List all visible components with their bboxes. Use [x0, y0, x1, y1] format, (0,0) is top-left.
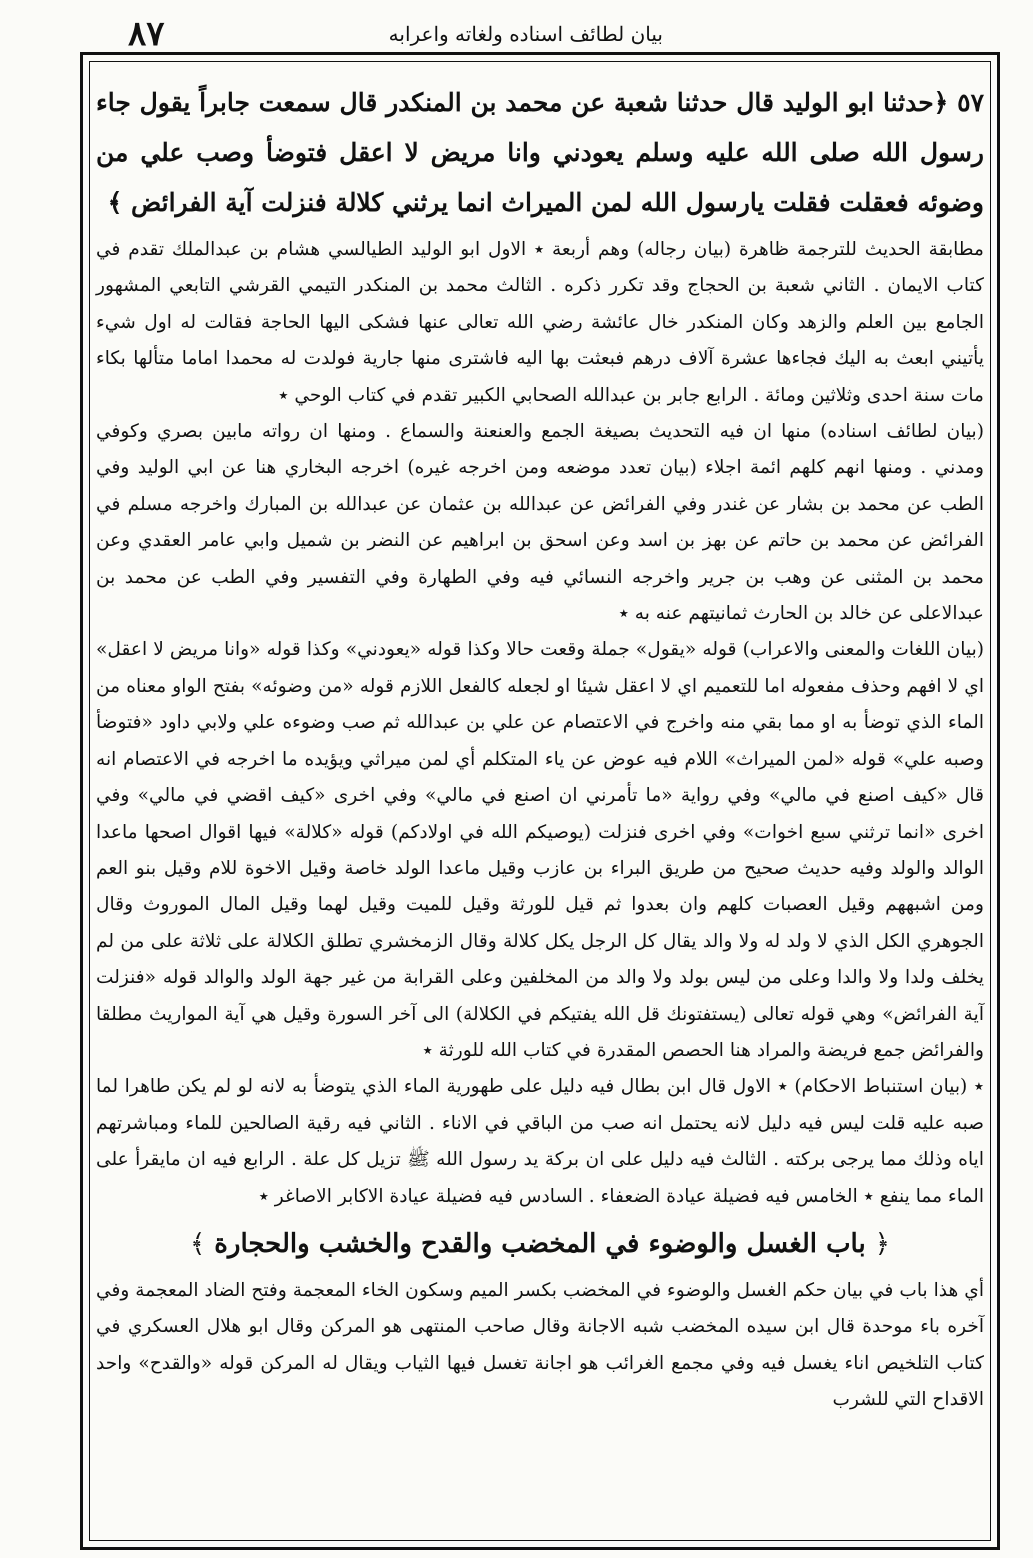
chapter-commentary-paragraph: أي هذا باب في بيان حكم الغسل والوضوء في المخضب بكسر الميم وسكون الخاء المعجمة وفتح الضاد المعجمة وفي آخره باء موحدة قال ابن سيده المخضب شبه الاجانة وقال صاحب المنتهى هو المركن وقال ابو هلال العسكري في كتاب التلخيص اناء يغسل فيه وفي مجمع الغرائب هو اجانة تغسل فيها الثياب ويقال له المركن قوله «والقدح» واحد الاقداح التي للشرب [96, 1279, 984, 1411]
text-column [96, 78, 984, 1419]
running-head [0, 10, 1033, 54]
page-number: ٨٧ [128, 14, 165, 54]
commentary-paragraph-rijal: مطابقة الحديث للترجمة ظاهرة (بيان رجاله) وهم أربعة ٭ الاول ابو الوليد الطيالسي هشام بن عبدالملك تقدم في كتاب الايمان . الثاني شعبة بن الحجاج وقد تكرر ذكره . الثالث محمد بن المنكدر التيمي القرشي التابعي المشهور الجامع بين العلم والزهد وكان المنكدر خال عائشة رضي الله تعالى عنها فشكى اليها الحاجة فقالت له اول شيء يأتيني ابعث به اليك فجاءها عشرة آلاف درهم فبعثت بها اليه فاشترى منها جارية فولدت له محمدا اماما متألها بكاء مات سنة احدى وثلاثين ومائة . الرابع جابر بن عبدالله الصحابي الكبير تقدم في كتاب الوحي ٭ [96, 239, 984, 406]
heading-ornament-close: ﴾ [189, 1228, 206, 1259]
commentary-paragraph-lughat: (بيان اللغات والمعنى والاعراب) قوله «يقول» جملة وقعت حالا وكذا قوله «يعودني» وكذا قوله «وانا مريض لا اعقل» اي لا افهم وحذف مفعوله اما للتعميم اي لا اعقل شيئا او لجعله كالفعل اللازم قوله «من وضوئه» بفتح الواو معناه من الماء الذي توضأ به او مما بقي منه واخرج في الاعتصام عن علي بن عبدالله ثم صب وضوءه علي ولابي داود «فتوضأ وصبه علي» قوله «لمن الميراث» اللام فيه عوض عن ياء المتكلم أي لمن ميراثي ويؤيده ما اخرجه في الاعتصام انه قال «كيف اصنع في مالي» وفي رواية «ما تأمرني ان اصنع في مالي» وفي اخرى «كيف اقضي في مالي» وفي اخرى «انما ترثني سبع اخوات» وفي اخرى فنزلت (يوصيكم الله في اولادكم) قوله «كلالة» فيها اقوال اصحها ماعدا الوالد والولد وفيه حديث صحيح من طريق البراء بن عازب وقيل ماعدا الولد خاصة وقيل الاخوة للام وقيل بنو العم ومن اشبههم وقيل العصبات كلهم وان بعدوا ثم قيل للورثة وقيل للميت وقيل لهما وقيل المال الموروث وقال الجوهري الكل الذي لا ولد له ولا والد يقال كل الرجل يكل كلالة وقال الزمخشري تطلق الكلالة على ثلاثة على من لم يخلف ولدا ولا والدا وعلى من ليس بولد ولا والد من المخلفين وعلى القرابة من غير جهة الولد والوالد قوله «فنزلت آية الفرائض» وهي قوله تعالى (يستفتونك قل الله يفتيكم في الكلالة) الى آخر السورة وقيل هي آية المواريث مطلقا والفرائض جمع فريضة والمراد هنا الحصص المقدرة في كتاب الله للورثة ٭ [96, 639, 985, 1061]
commentary-paragraph-lataif: (بيان لطائف اسناده) منها ان فيه التحديث بصيغة الجمع والعنعنة والسماع . ومنها ان رواته مابين بصري وكوفي ومدني . ومنها انهم كلهم ائمة اجلاء (بيان تعدد موضعه ومن اخرجه غيره) اخرجه البخاري هنا عن ابي الوليد وفي الطب عن محمد بن بشار عن غندر وفي الفرائض عن عبدالله بن عثمان عن عبدالله بن المبارك واخرجه مسلم في الفرائض عن محمد بن حاتم عن بهز بن اسد وعن اسحق بن ابراهيم عن النضر بن شميل وابي عامر العقدي وعن محمد بن المثنى عن وهب بن جرير واخرجه النسائي فيه وفي الطهارة وفي التفسير وفي الطب عن محمد بن عبدالاعلى عن خالد بن الحارث ثمانيتهم عنه به ٭ [96, 421, 984, 625]
commentary-paragraph-ahkam: ٭ (بيان استنباط الاحكام) ٭ الاول قال ابن بطال فيه دليل على طهورية الماء الذي يتوضأ به لانه لو لم يكن طاهرا لما صبه عليه قلت ليس فيه دليل لانه يحتمل انه صب من الباقي في الاناء . الثاني فيه رقية الصالحين للماء ومباشرتهم اياه وذلك مما يرجى بركته . الثالث فيه دليل على ان بركة يد رسول الله ﷺ تزيل كل علة . الرابع فيه ان مايقرأ على الماء مما ينفع ٭ الخامس فيه فضيلة عيادة الضعفاء . السادس فيه فضيلة عيادة الاكابر الاصاغر ٭ [96, 1076, 984, 1207]
hadith-text: ٥٧ ﴿حدثنا ابو الوليد قال حدثنا شعبة عن محمد بن المنكدر قال سمعت جابراً يقول جاء رسول الله صلى الله عليه وسلم يعودني وانا مريض لا اعقل فتوضأ وصب علي من وضوئه فعقلت فقلت يارسول الله لمن الميراث انما يرثني كلالة فنزلت آية الفرائض ﴾ [96, 88, 984, 217]
running-title: بيان لطائف اسناده ولغاته واعرابه [388, 22, 663, 46]
heading-ornament-open: ﴿ [874, 1228, 891, 1259]
chapter-heading-text: باب الغسل والوضوء في المخضب والقدح والخشب والحجارة [214, 1228, 866, 1259]
chapter-heading [96, 1217, 984, 1271]
